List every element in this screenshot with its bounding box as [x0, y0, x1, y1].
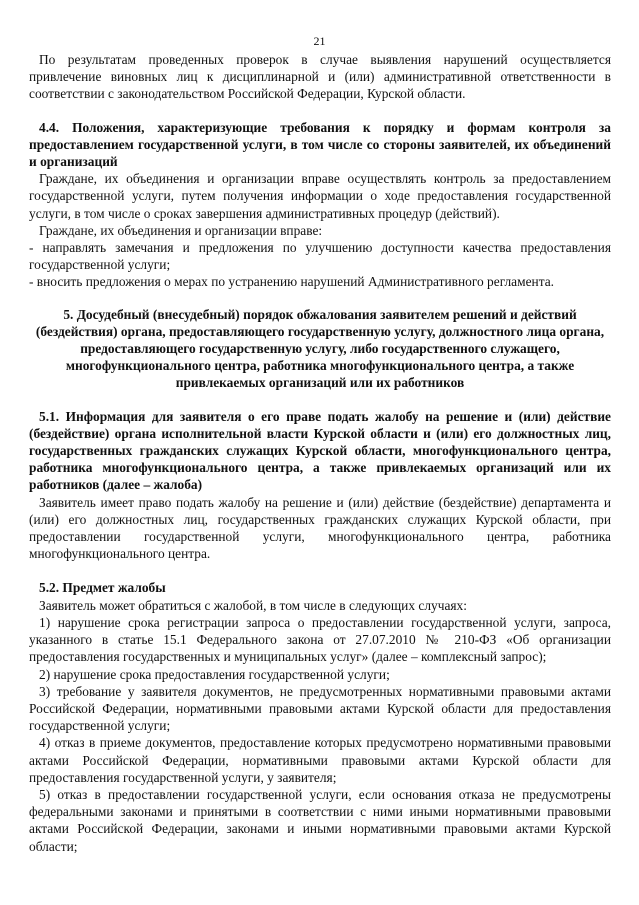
- section-4-4-heading: 4.4. Положения, характеризующие требования к порядку и формам контроля за предоставлением государственной услуги, в том числе со стороны заявителей, их объединений и организаций: [29, 119, 611, 170]
- intro-paragraph: По результатам проведенных проверок в случае выявления нарушений осуществляется привлечение виновных лиц к дисциплинарной и (или) административной ответственности в соответствии с законодательством Российской Федерации, Курской области.: [29, 52, 611, 102]
- section-5-1: [29, 408, 611, 563]
- section-5-heading: 5. Досудебный (внесудебный) порядок обжалования заявителем решений и действий (бездействия) органа, предоставляющего государственную услугу, должностного лица органа, предоставляющего государственную услугу, либо государственного служащего, многофункционального центра, работника многофункционального центра, а также привлекаемых организаций или их работников: [35, 306, 605, 391]
- intro-block: [29, 51, 611, 103]
- section-5-2-item-4: 4) отказ в приеме документов, предоставление которых предусмотрено нормативными правовыми актами Российской Федерации, нормативными правовыми актами Курской области для предоставления государственной услуги, у заявителя;: [29, 735, 611, 785]
- section-5-1-paragraph: Заявитель имеет право подать жалобу на решение и (или) действие (бездействие) департамента и (или) его должностных лиц, государственных гражданских служащих Курской области, при предоставлении государственной услуги, многофункционального центра, работника многофункционального центра.: [29, 494, 611, 562]
- section-5-1-heading: 5.1. Информация для заявителя о его праве подать жалобу на решение и (или) действие (бездействие) органа исполнительной власти Курской области и (или) его должностных лиц, государственных гражданских служащих Курской области, многофункционального центра, работника многофункционального центра, а также привлекаемых организаций или их работников (далее – жалоба): [29, 408, 611, 493]
- page-number: 21: [313, 34, 326, 48]
- section-4-4: [29, 119, 611, 291]
- section-4-4-paragraph-1: Граждане, их объединения и организации вправе осуществлять контроль за предоставлением государственной услуги, путем получения информации о ходе предоставления государственной услуги, в том числе о сроках завершения административных процедур (действий).: [29, 171, 611, 221]
- section-5-2-item-5: 5) отказ в предоставлении государственной услуги, если основания отказа не предусмотрены федеральными законами и принятыми в соответствии с ними иными нормативными правовыми актами Российской Федерации, законами и иными нормативными правовыми актами Курской области;: [29, 786, 611, 854]
- section-5-2-item-2: 2) нарушение срока предоставления государственной услуги;: [39, 666, 390, 682]
- section-4-4-paragraph-2: Граждане, их объединения и организации вправе:: [39, 222, 323, 238]
- section-4-4-list-item-2: - вносить предложения о мерах по устранению нарушений Административного регламента.: [29, 274, 555, 290]
- section-5: [29, 306, 611, 392]
- section-5-2-item-3: 3) требование у заявителя документов, не предусмотренных нормативными правовыми актами Российской Федерации, нормативными правовыми актами Курской области для предоставления государственной услуги;: [29, 683, 611, 734]
- section-5-2-heading: 5.2. Предмет жалобы: [39, 580, 166, 596]
- section-5-2: [29, 579, 611, 854]
- section-5-2-item-1: 1) нарушение срока регистрации запроса о предоставлении государственной услуги, запроса, указанного в статье 15.1 Федерального закона от 27.07.2010 № 210-ФЗ «Об организации предоставления государственных и муниципальных услуг» (далее – комплексный запрос);: [29, 614, 611, 665]
- section-4-4-list-item-1: - направлять замечания и предложения по улучшению доступности качества предоставления государственной услуги;: [29, 240, 611, 273]
- section-5-2-paragraph: Заявитель может обратиться с жалобой, в том числе в следующих случаях:: [39, 597, 467, 613]
